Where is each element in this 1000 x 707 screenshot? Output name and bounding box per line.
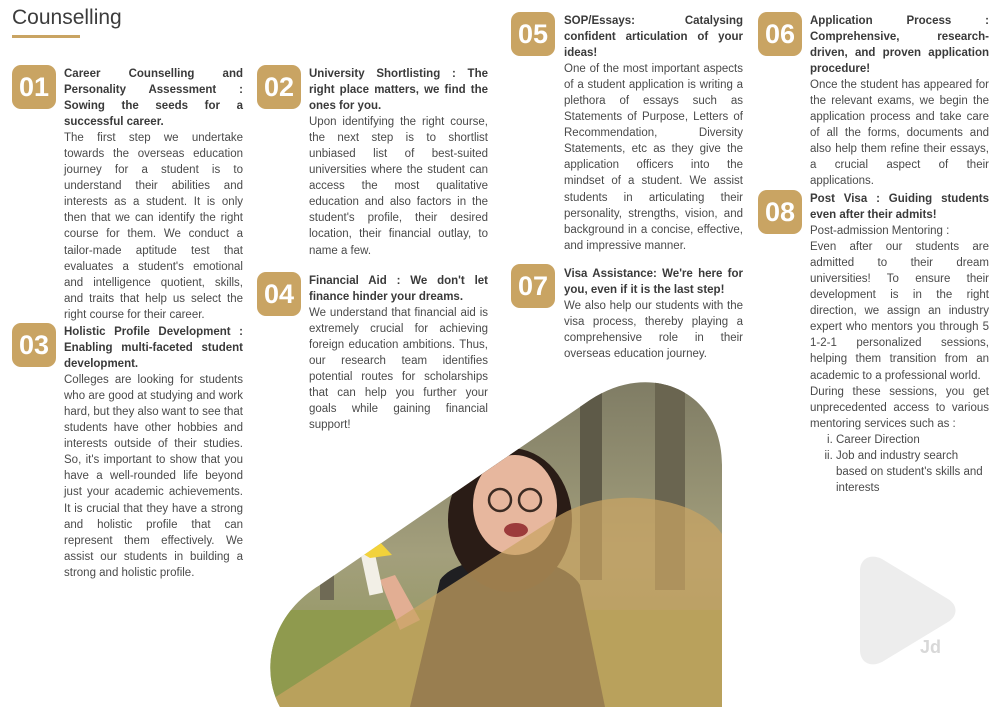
section-body: One of the most important aspects of a student application is writing a plethora of essays such as Statements of Purpose, Letters of Recommendation, Diversity Statements, etc as they give the application officers into the mindset of a student. We assist students in articulating their personality, strengths, vision, and background in a concise, effective, and impressive manner. — [564, 63, 743, 252]
section-07 — [564, 266, 743, 362]
section-subheading: Post-admission Mentoring : — [810, 225, 950, 238]
section-heading: Application Process : Comprehensive, research-driven, and proven application procedure! — [810, 15, 989, 76]
section-body: Colleges are looking for students who are good at studying and work hard, but they also want to see that students have other hobbies and interests outside of their studies. So, it's important to show that you have a well-rounded life beyond just your academic achievements. It is crucial that they have a strong and holistic profile that can represent them effectively. We assist our students in building a strong and holistic profile. — [64, 374, 244, 579]
watermark-text: Jd — [920, 637, 942, 657]
section-body: We understand that financial aid is extremely crucial for achieving foreign education ambitions. Thus, our research team identifies potential routes for scholarships that can help you further your goals while gaining financial support! — [309, 307, 488, 432]
section-number-07: 07 — [511, 264, 555, 308]
section-heading: Holistic Profile Development : Enabling multi-faceted student development. — [64, 326, 243, 371]
section-heading: Post Visa : Guiding students even after their admits! — [810, 193, 989, 222]
section-body: We also help our students with the visa process, thereby playing a comprehensive role in their overseas education journey. — [564, 300, 743, 361]
section-number-01: 01 — [12, 65, 56, 109]
section-heading: Career Counselling and Personality Assessment : Sowing the seeds for a successful career. — [64, 68, 243, 129]
section-06 — [810, 13, 989, 190]
section-heading: University Shortlisting : The right place matters, we find the ones for you. — [309, 68, 488, 113]
section-body: Once the student has appeared for the relevant exams, we begin the application process and take care of all the forms, documents and also help them refine their essays, a crucial aspect of their applications. — [810, 79, 989, 188]
play-watermark-icon — [848, 553, 958, 668]
section-01 — [64, 66, 243, 323]
section-number-02: 02 — [257, 65, 301, 109]
list-item: ii. Job and industry search based on student's skills and interests — [836, 448, 989, 496]
list-item: i. Career Direction — [836, 432, 989, 448]
page-title: Counselling — [12, 6, 122, 29]
graduate-photo — [260, 370, 730, 707]
section-03 — [64, 324, 243, 581]
section-heading: Visa Assistance: We're here for you, even if it is the last step! — [564, 268, 743, 297]
section-number-08: 08 — [758, 190, 802, 234]
section-body: Even after our students are admitted to their dream universities! To ensure their development is in the right direction, we assign an industry expert who mentors you through 5 1-2-1 personalized sessions, helping them transition from an academic to a professional world. — [810, 241, 989, 382]
section-heading: SOP/Essays: Catalysing confident articulation of your ideas! — [564, 15, 743, 60]
section-number-05: 05 — [511, 12, 555, 56]
section-body: The first step we undertake towards the overseas education journey for a student is to understand their abilities and interests as a student. It is only then that we can identify the right course for them. We conduct a tailor-made aptitude test that evaluates a student's emotional and intelligence quotient, skills, and traits that help us select the right course for their career. — [64, 132, 243, 321]
mentoring-services-list — [810, 432, 989, 496]
title-underline — [12, 35, 80, 38]
section-number-04: 04 — [257, 272, 301, 316]
section-heading: Financial Aid : We don't let finance hinder your dreams. — [309, 275, 488, 304]
section-02 — [309, 66, 488, 259]
section-body: Upon identifying the right course, the next step is to shortlist unbiased list of best-suited universities where the student can access the most qualitative education and also factors in the student's profile, their desired location, their financial outlay, to name a few. — [309, 116, 488, 257]
section-number-03: 03 — [12, 323, 56, 367]
section-08 — [810, 191, 989, 496]
section-05 — [564, 13, 743, 254]
section-number-06: 06 — [758, 12, 802, 56]
section-body-2: During these sessions, you get unprecedented access to various mentoring services such as : — [810, 385, 989, 430]
